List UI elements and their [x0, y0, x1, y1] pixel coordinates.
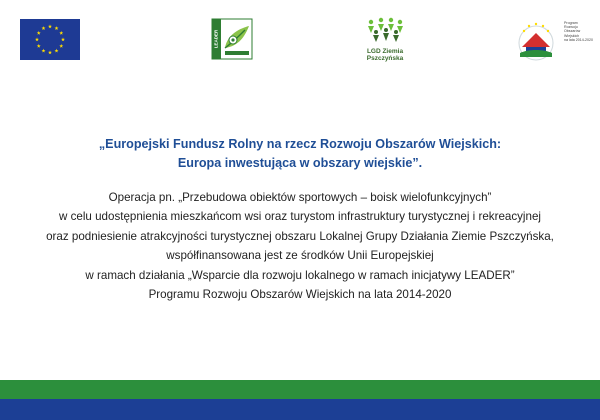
prow-line: Obszarów: [564, 29, 581, 34]
leader-logo-icon: [211, 18, 253, 60]
body-line: Programu Rozwoju Obszarów Wiejskich na lata 2014-2020: [148, 288, 452, 302]
logo-bar: [0, 0, 600, 80]
prow-line: Wiejskich: [564, 33, 580, 38]
prow-logo: [514, 19, 593, 67]
footer-stripe-blue: [0, 399, 600, 420]
eu-flag-icon: [20, 19, 80, 60]
lgd-logo: [350, 17, 420, 65]
operation-description: [0, 188, 600, 304]
footer-stripe-green: [0, 380, 600, 399]
body-line: oraz podniesienie atrakcyjności turystycznej obszaru Lokalnej Grupy Działania Ziemie Pszczyńska,: [46, 229, 554, 243]
body-line: współfinansowana jest ze środków Unii Europejskiej: [166, 249, 434, 263]
prow-line: na lata 2014-2020: [564, 37, 593, 42]
headline-line: Europa inwestująca w obszary wiejskie”.: [177, 156, 423, 170]
prow-emblem-icon: [514, 19, 562, 65]
lgd-people-icon: [363, 17, 407, 43]
prow-line: Program: [564, 21, 578, 25]
prow-line: Rozwoju: [564, 25, 578, 30]
headline-line: „Europejski Fundusz Rolny na rzecz Rozwoju Obszarów Wiejskich:: [98, 137, 502, 151]
headline: [0, 135, 600, 173]
body-line: w celu udostępnienia mieszkańcom wsi oraz turystom infrastruktury turystycznej i rekreacyjnej: [59, 210, 541, 224]
prow-text: [564, 21, 598, 42]
svg-text:LEADER: LEADER: [213, 29, 219, 49]
body-line: Operacja pn. „Przebudowa obiektów sportowych – boisk wielofunkcyjnych”: [108, 191, 492, 204]
lgd-line2: Pszczyńska: [366, 55, 404, 62]
body-line: w ramach działania „Wsparcie dla rozwoju lokalnego w ramach inicjatywy LEADER”: [85, 268, 515, 282]
lgd-line1: LGD Ziemia: [366, 48, 404, 55]
